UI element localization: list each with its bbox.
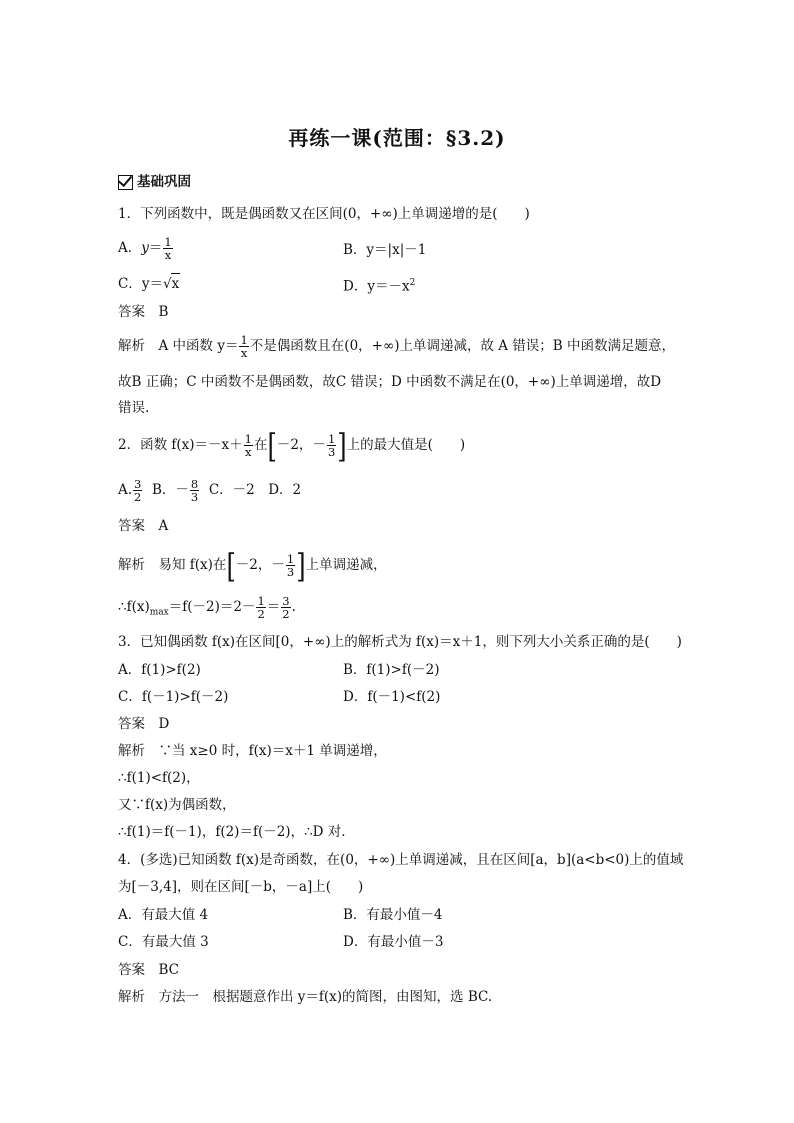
q1-option-a-eq: ＝ [148, 240, 163, 256]
checkbox-icon [118, 175, 133, 190]
q3-stem: 3．已知偶函数 f(x)在区间[0，+∞)上的解析式为 f(x)＝x＋1，则下列大小关系正确的是( ) [118, 634, 682, 650]
q4-option-c: C．有最大值 3 [118, 934, 209, 950]
fraction-numerator: 3 [134, 477, 142, 491]
q2-option-a-prefix: A. [118, 482, 133, 498]
q2-options [118, 478, 301, 503]
q1-solution-fraction [239, 334, 248, 359]
q2-solution2-part-d: . [291, 599, 296, 615]
q4-option-d: D．有最小值－3 [343, 934, 444, 950]
q1-stem: 1．下列函数中，既是偶函数又在区间(0，+∞)上单调递增的是( ) [118, 206, 530, 222]
q1-option-d-prefix: D．y＝－x [343, 278, 410, 295]
q1-option-b: B．y＝|x|－1 [343, 242, 427, 258]
fraction-numerator: 8 [190, 477, 199, 491]
q2-answer: 答案 A [118, 518, 169, 534]
q3-solution-line-1: 解析 ∵当 x≥0 时，f(x)＝x＋1 单调递增， [118, 743, 387, 759]
fraction-numerator: 1 [244, 432, 252, 446]
fraction-denominator: 3 [286, 565, 295, 579]
q1-solution-line-1 [118, 334, 675, 359]
fraction-denominator: 2 [282, 607, 290, 621]
q2-solution2-part-c: ＝ [266, 599, 281, 615]
q1-option-a-prefix: A． [118, 240, 142, 256]
q3-answer: 答案 D [118, 716, 170, 732]
q1-option-a [118, 236, 174, 261]
q3-solution-line-3: 又∵f(x)为偶函数， [118, 797, 236, 813]
section-label: 基础巩固 [137, 174, 191, 190]
q2-solution2-fraction-1 [256, 595, 265, 620]
q2-solution2-part-a: ∴f(x) [118, 599, 150, 615]
q1-option-c [118, 273, 180, 294]
q3-option-a: A．f(1)>f(2) [118, 662, 201, 678]
fraction-denominator: 2 [134, 490, 142, 504]
q1-solution-line-2: 故B 正确；C 中函数不是偶函数，故C 错误；D 中函数不满足在(0，+∞)上单调递增，故D [118, 374, 662, 390]
q2-stem [118, 426, 466, 465]
fraction-numerator: 1 [257, 594, 265, 608]
page-title: 再练一课(范围：§3.2) [288, 126, 506, 150]
q1-option-a-fraction [163, 236, 172, 261]
right-bracket-icon: ] [296, 546, 306, 585]
fraction-numerator: 1 [327, 432, 336, 446]
q2-solution2-part-b: ＝f(－2)＝2－ [168, 599, 256, 615]
q4-solution-line-1: 解析 方法一 根据题意作出 y＝f(x)的简图，由图知，选 BC. [118, 989, 493, 1005]
q4-option-b: B．有最小值－4 [343, 907, 443, 923]
q1-option-d-exponent: 2 [409, 278, 416, 288]
q2-option-a-fraction [133, 478, 142, 503]
fraction-numerator: 1 [164, 235, 172, 249]
section-heading [118, 172, 191, 192]
q3-solution-line-2: ∴f(1)<f(2)， [118, 770, 200, 786]
q2-solution-part-b: 上单调递减， [305, 557, 387, 573]
fraction-numerator: 1 [286, 552, 295, 566]
fraction-denominator: x [164, 248, 172, 262]
fraction-denominator: 3 [327, 445, 336, 459]
fraction-denominator: x [240, 346, 248, 360]
left-bracket-icon: [ [226, 546, 236, 585]
q2-solution-fraction [286, 553, 295, 578]
right-bracket-icon: ] [337, 426, 347, 465]
q2-solution-line-1 [118, 546, 387, 585]
q1-solution-part-a: 解析 A 中函数 y＝ [118, 338, 239, 354]
q1-solution-line-3: 错误. [118, 400, 150, 416]
left-bracket-icon: [ [267, 426, 277, 465]
q2-solution2-fraction-2 [281, 595, 290, 620]
q1-option-d [343, 273, 415, 297]
q3-solution-line-4: ∴f(1)＝f(－1)，f(2)＝f(－2)，∴D 对. [118, 824, 346, 840]
q4-answer: 答案 BC [118, 962, 180, 978]
q2-option-b-prefix: B．－ [151, 482, 189, 498]
q1-option-c-prefix: C．y＝ [118, 276, 163, 292]
q1-option-c-radicand: x [171, 273, 181, 294]
q4-stem-line-1: 4．(多选)已知函数 f(x)是奇函数，在(0，+∞)上单调递减，且在区间[a，b](a<b<0)上的值域 [118, 852, 684, 868]
q3-option-c: C．f(－1)>f(－2) [118, 689, 229, 705]
fraction-denominator: x [245, 445, 252, 459]
fraction-numerator: 1 [240, 333, 248, 347]
q2-stem-interval: －2，－ [276, 437, 326, 453]
q2-stem-part-a: 2．函数 f(x)＝－x＋ [118, 437, 243, 453]
q2-stem-part-b: 在 [253, 437, 268, 453]
q2-option-b-fraction [190, 478, 199, 503]
q2-stem-fraction [244, 433, 253, 458]
q2-solution-line-2 [118, 595, 296, 623]
fraction-numerator: 3 [282, 594, 290, 608]
sqrt-icon: √ [162, 276, 172, 292]
q2-solution2-subscript: max [149, 607, 169, 618]
q2-options-cd: C．－2 D．2 [208, 482, 302, 498]
fraction-denominator: 2 [257, 607, 265, 621]
q1-solution-part-b: 不是偶函数且在(0，+∞)上单调递减，故 A 错误；B 中函数满足题意， [249, 338, 676, 354]
q3-option-d: D．f(－1)<f(2) [343, 689, 441, 705]
q1-answer: 答案 B [118, 304, 169, 320]
fraction-denominator: 3 [190, 490, 199, 504]
q2-solution-part-a: 解析 易知 f(x)在 [118, 557, 227, 573]
q1-option-a-var: y [141, 240, 149, 256]
q4-option-a: A．有最大值 4 [118, 907, 209, 923]
q2-stem-interval-fraction [327, 433, 336, 458]
q2-stem-part-c: 上的最大值是( ) [346, 437, 466, 453]
q4-stem-line-2: 为[－3,4]，则在区间[－b，－a]上( ) [118, 879, 364, 895]
q2-solution-interval: －2，－ [235, 557, 285, 573]
q3-option-b: B．f(1)>f(－2) [343, 662, 440, 678]
